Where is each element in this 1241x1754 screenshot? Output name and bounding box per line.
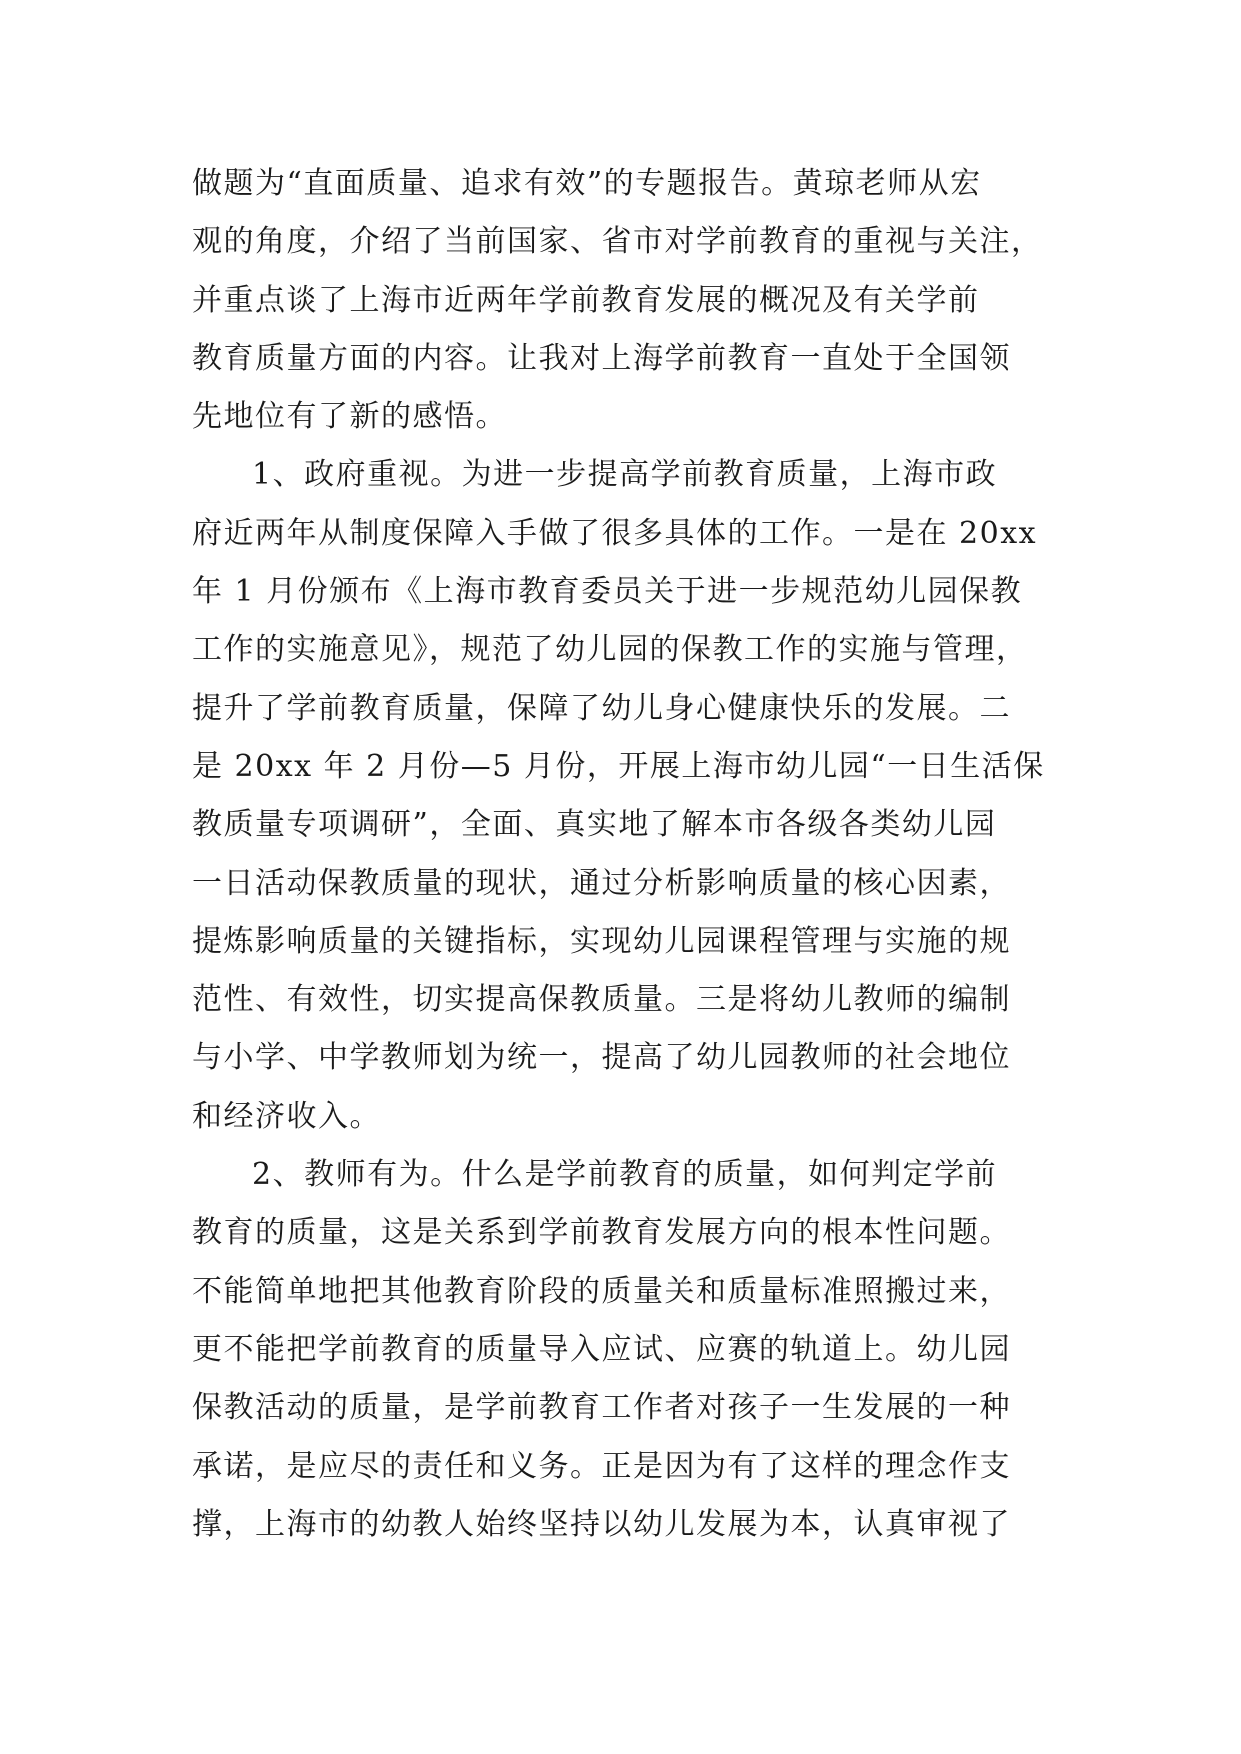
text-line: 教育质量方面的内容。让我对上海学前教育一直处于全国领 [192, 340, 1011, 376]
text-line: 并重点谈了上海市近两年学前教育发展的概况及有关学前 [192, 282, 980, 318]
text-line: 更不能把学前教育的质量导入应试、应赛的轨道上。幼儿园 [192, 1331, 1011, 1367]
text-line: 观的角度，介绍了当前国家、省市对学前教育的重视与关注， [192, 224, 1043, 260]
text-line: 撑，上海市的幼教人始终坚持以幼儿发展为本，认真审视了 [192, 1506, 1011, 1542]
text-line: 范性、有效性，切实提高保教质量。三是将幼儿教师的编制 [192, 982, 1011, 1018]
text-line: 提升了学前教育质量，保障了幼儿身心健康快乐的发展。二 [192, 690, 1011, 726]
text-line: 年 1 月份颁布《上海市教育委员关于进一步规范幼儿园保教 [192, 574, 1023, 610]
text-line: 承诺，是应尽的责任和义务。正是因为有了这样的理念作支 [192, 1448, 1011, 1484]
text-line: 教育的质量，这是关系到学前教育发展方向的根本性问题。 [192, 1215, 1011, 1251]
text-line: 和经济收入。 [192, 1098, 381, 1134]
text-line: 不能简单地把其他教育阶段的质量关和质量标准照搬过来， [192, 1273, 1011, 1309]
text-line: 与小学、中学教师划为统一，提高了幼儿园教师的社会地位 [192, 1040, 1011, 1076]
text-line: 一日活动保教质量的现状，通过分析影响质量的核心因素， [192, 865, 1011, 901]
text-line: 府近两年从制度保障入手做了很多具体的工作。一是在 20xx [192, 515, 1038, 551]
text-line: 保教活动的质量，是学前教育工作者对孩子一生发展的一种 [192, 1390, 1011, 1426]
text-line: 是 20xx 年 2 月份—5 月份，开展上海市幼儿园“一日生活保 [192, 748, 1045, 784]
text-line: 工作的实施意见》，规范了幼儿园的保教工作的实施与管理， [192, 632, 1028, 668]
text-line: 做题为“直面质量、追求有效”的专题报告。黄琼老师从宏 [192, 166, 982, 201]
paragraph-2-first-line: 2、教师有为。什么是学前教育的质量，如何判定学前 [252, 1157, 998, 1193]
paragraph-1-first-line: 1、政府重视。为进一步提高学前教育质量，上海市政 [252, 457, 998, 493]
text-line: 教质量专项调研”，全面、真实地了解本市各级各类幼儿园 [192, 807, 997, 843]
text-line: 先地位有了新的感悟。 [192, 399, 507, 435]
document-body [192, 155, 1052, 1554]
text-line: 提炼影响质量的关键指标，实现幼儿园课程管理与实施的规 [192, 923, 1011, 959]
